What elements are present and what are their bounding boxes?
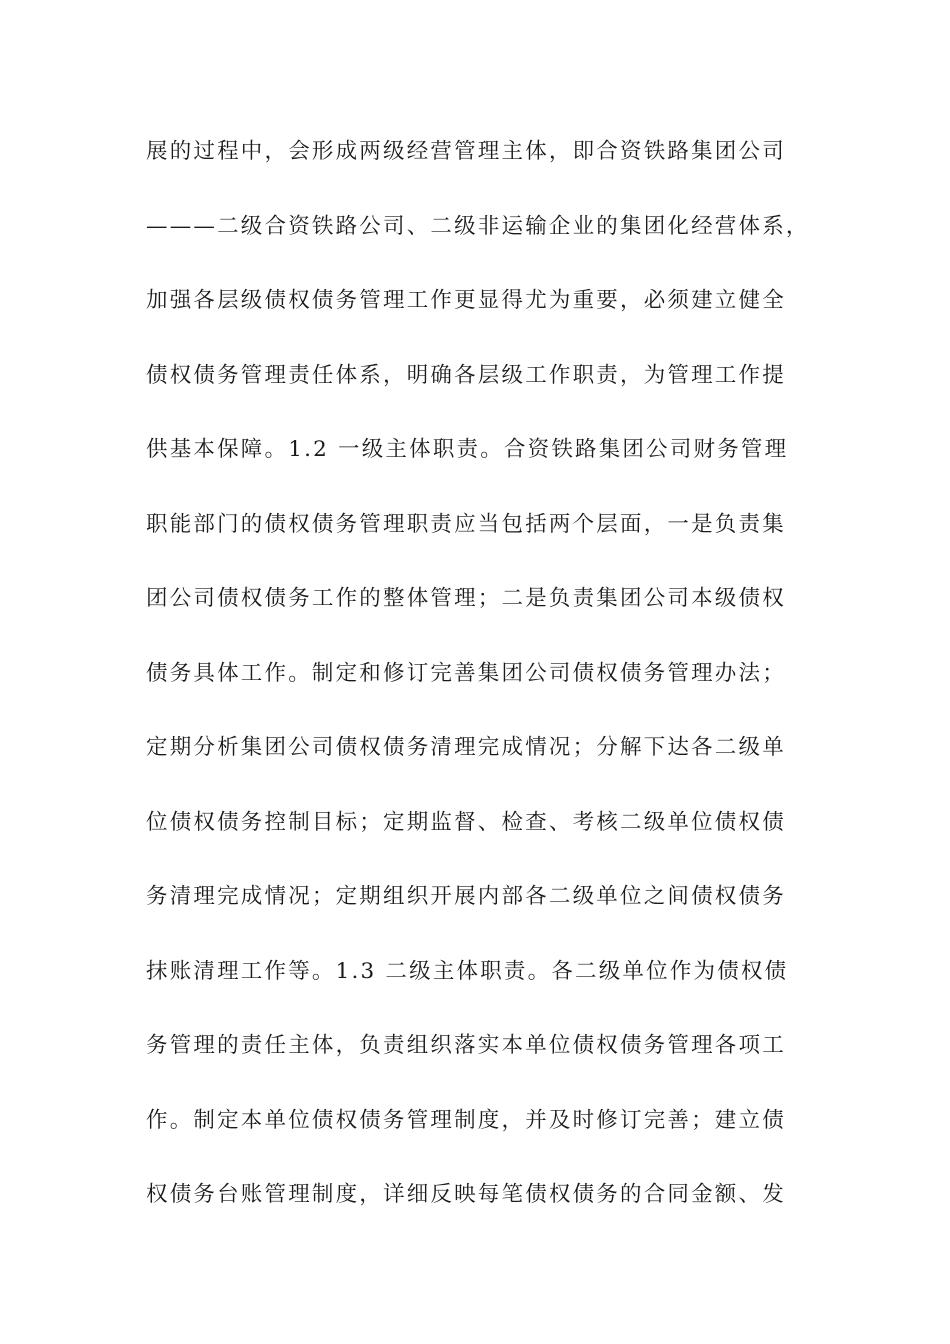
text-line: ———二级合资铁路公司、二级非运输企业的集团化经营体系， bbox=[146, 213, 810, 239]
text-line: 抹账清理工作等。1.3 二级主体职责。各二级单位作为债权债 bbox=[146, 958, 789, 984]
text-line: 权债务台账管理制度，详细反映每笔债权债务的合同金额、发 bbox=[146, 1182, 786, 1207]
text-line: 定期分析集团公司债权债务清理完成情况；分解下达各二级单 bbox=[146, 735, 786, 760]
text-line: 加强各层级债权债务管理工作更显得尤为重要，必须建立健全 bbox=[146, 288, 786, 313]
text-line: 债权债务管理责任体系，明确各层级工作职责，为管理工作提 bbox=[146, 362, 786, 388]
text-line: 位债权债务控制目标；定期监督、检查、考核二级单位债权债 bbox=[146, 809, 786, 835]
text-line: 展的过程中，会形成两级经营管理主体，即合资铁路集团公司 bbox=[146, 139, 786, 164]
text-line: 务清理完成情况；定期组织开展内部各二级单位之间债权债务 bbox=[146, 884, 786, 909]
text-line: 职能部门的债权债务管理职责应当包括两个层面，一是负责集 bbox=[146, 511, 786, 537]
text-line: 作。制定本单位债权债务管理制度，并及时修订完善；建立债 bbox=[146, 1107, 786, 1133]
text-line: 务管理的责任主体，负责组织落实本单位债权债务管理各项工 bbox=[146, 1033, 786, 1058]
text-line: 债务具体工作。制定和修订完善集团公司债权债务管理办法； bbox=[146, 660, 786, 686]
text-line: 供基本保障。1.2 一级主体职责。合资铁路集团公司财务管理 bbox=[146, 437, 789, 462]
body-text bbox=[146, 130, 826, 1248]
text-line: 团公司债权债务工作的整体管理；二是负责集团公司本级债权 bbox=[146, 586, 786, 611]
